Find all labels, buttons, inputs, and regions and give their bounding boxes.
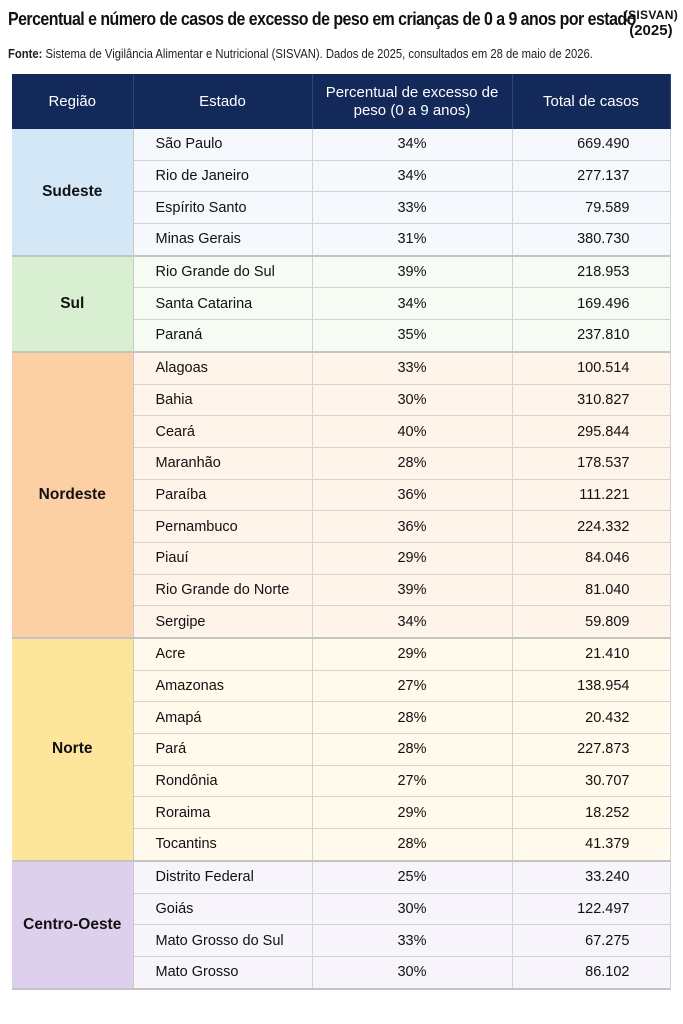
state-cell: Santa Catarina (133, 288, 312, 320)
title-block (8, 6, 678, 46)
table-row (12, 638, 670, 670)
region-cell: Sul (12, 256, 133, 352)
percent-cell: 36% (312, 479, 512, 511)
percent-cell: 30% (312, 893, 512, 925)
state-cell: Acre (133, 638, 312, 670)
percent-cell: 36% (312, 511, 512, 543)
total-cell: 67.275 (512, 925, 670, 957)
state-cell: São Paulo (133, 129, 312, 160)
total-cell: 277.137 (512, 160, 670, 192)
total-cell: 21.410 (512, 638, 670, 670)
state-cell: Amazonas (133, 670, 312, 702)
header-total: Total de casos (512, 74, 670, 129)
state-cell: Minas Gerais (133, 224, 312, 256)
total-cell: 84.046 (512, 542, 670, 574)
state-cell: Sergipe (133, 606, 312, 638)
percent-cell: 30% (312, 384, 512, 416)
state-cell: Pernambuco (133, 511, 312, 543)
total-cell: 122.497 (512, 893, 670, 925)
page-title: Percentual e número de casos de excesso de peso em crianças de 0 a 9 anos por estado (8, 8, 636, 29)
header-region: Região (12, 74, 133, 129)
total-cell: 224.332 (512, 511, 670, 543)
total-cell: 218.953 (512, 256, 670, 288)
total-cell: 33.240 (512, 861, 670, 893)
region-cell: Centro-Oeste (12, 861, 133, 989)
percent-cell: 29% (312, 638, 512, 670)
state-cell: Rio de Janeiro (133, 160, 312, 192)
percent-cell: 34% (312, 606, 512, 638)
total-cell: 86.102 (512, 956, 670, 988)
total-cell: 138.954 (512, 670, 670, 702)
total-cell: 100.514 (512, 352, 670, 384)
total-cell: 111.221 (512, 479, 670, 511)
total-cell: 41.379 (512, 829, 670, 861)
percent-cell: 33% (312, 352, 512, 384)
total-cell: 227.873 (512, 734, 670, 766)
percent-cell: 27% (312, 670, 512, 702)
percent-cell: 25% (312, 861, 512, 893)
percent-cell: 34% (312, 288, 512, 320)
state-cell: Alagoas (133, 352, 312, 384)
state-cell: Amapá (133, 702, 312, 734)
state-cell: Tocantins (133, 829, 312, 861)
title-suffix-sisvan: (SISVAN) (623, 8, 678, 22)
total-cell: 669.490 (512, 129, 670, 160)
total-cell: 30.707 (512, 765, 670, 797)
percent-cell: 28% (312, 829, 512, 861)
title-suffix-year: (2025) (629, 22, 673, 39)
percent-cell: 28% (312, 734, 512, 766)
total-cell: 380.730 (512, 224, 670, 256)
state-cell: Rio Grande do Sul (133, 256, 312, 288)
source-text: Sistema de Vigilância Alimentar e Nutricional (SISVAN). Dados de 2025, consultados em 28 de maio de 2026. (45, 47, 593, 61)
state-cell: Espírito Santo (133, 192, 312, 224)
source-note (8, 47, 611, 61)
state-cell: Paraná (133, 320, 312, 352)
percent-cell: 30% (312, 956, 512, 988)
header-percent: Percentual de excesso de peso (0 a 9 anos) (312, 74, 512, 129)
percent-cell: 33% (312, 925, 512, 957)
percent-cell: 31% (312, 224, 512, 256)
total-cell: 237.810 (512, 320, 670, 352)
region-cell: Nordeste (12, 352, 133, 638)
state-cell: Ceará (133, 416, 312, 448)
region-cell: Norte (12, 638, 133, 861)
percent-cell: 29% (312, 797, 512, 829)
state-cell: Rondônia (133, 765, 312, 797)
state-cell: Roraima (133, 797, 312, 829)
table-row (12, 129, 670, 160)
table-row (12, 256, 670, 288)
percent-cell: 39% (312, 574, 512, 606)
region-cell: Sudeste (12, 129, 133, 256)
percent-cell: 27% (312, 765, 512, 797)
total-cell: 59.809 (512, 606, 670, 638)
percent-cell: 39% (312, 256, 512, 288)
total-cell: 79.589 (512, 192, 670, 224)
percent-cell: 35% (312, 320, 512, 352)
percent-cell: 29% (312, 542, 512, 574)
total-cell: 310.827 (512, 384, 670, 416)
state-cell: Piauí (133, 542, 312, 574)
table-body (12, 129, 670, 989)
percent-cell: 33% (312, 192, 512, 224)
total-cell: 20.432 (512, 702, 670, 734)
state-cell: Maranhão (133, 447, 312, 479)
percent-cell: 40% (312, 416, 512, 448)
total-cell: 81.040 (512, 574, 670, 606)
percent-cell: 28% (312, 702, 512, 734)
table-row (12, 861, 670, 893)
percent-cell: 34% (312, 129, 512, 160)
data-table (12, 74, 671, 990)
state-cell: Mato Grosso do Sul (133, 925, 312, 957)
total-cell: 18.252 (512, 797, 670, 829)
state-cell: Bahia (133, 384, 312, 416)
source-label: Fonte: (8, 47, 43, 61)
total-cell: 295.844 (512, 416, 670, 448)
total-cell: 169.496 (512, 288, 670, 320)
state-cell: Rio Grande do Norte (133, 574, 312, 606)
table-row (12, 352, 670, 384)
state-cell: Mato Grosso (133, 956, 312, 988)
percent-cell: 28% (312, 447, 512, 479)
state-cell: Distrito Federal (133, 861, 312, 893)
state-cell: Goiás (133, 893, 312, 925)
header-state: Estado (133, 74, 312, 129)
table-header-row (12, 74, 670, 129)
percent-cell: 34% (312, 160, 512, 192)
title-suffix (624, 7, 678, 39)
total-cell: 178.537 (512, 447, 670, 479)
state-cell: Pará (133, 734, 312, 766)
state-cell: Paraíba (133, 479, 312, 511)
